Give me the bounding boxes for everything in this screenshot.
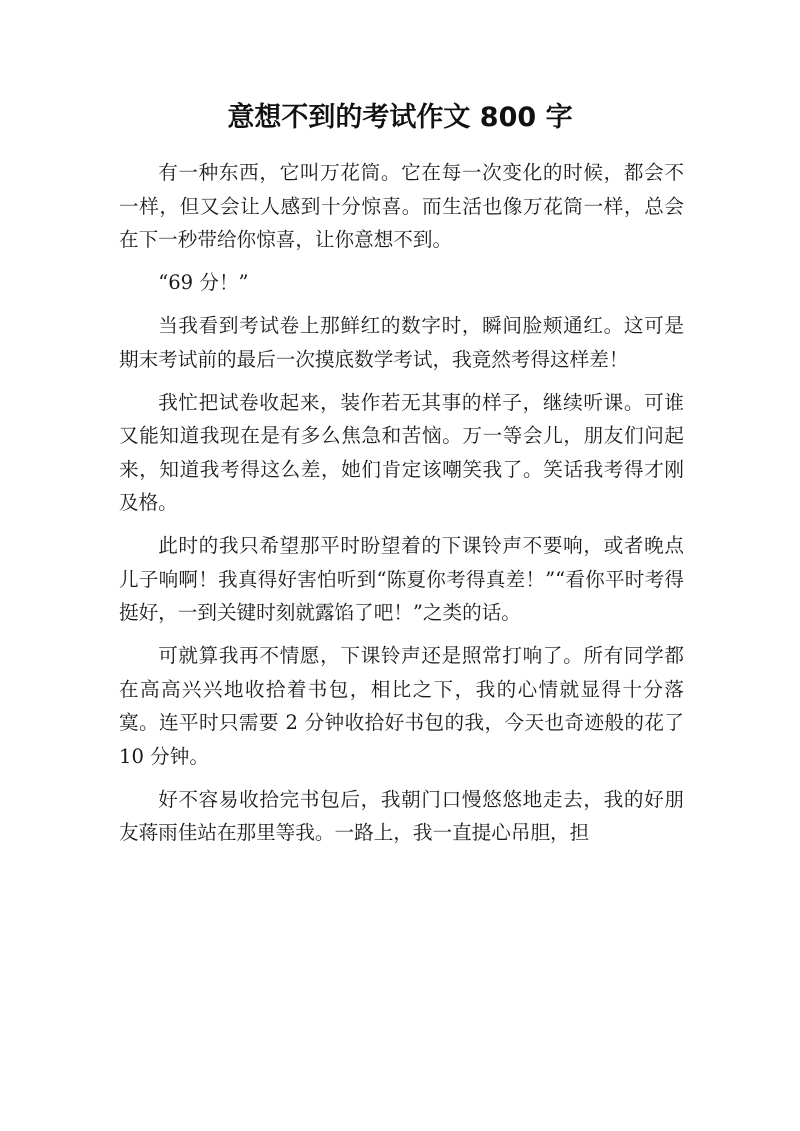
paragraph: 我忙把试卷收起来，装作若无其事的样子，继续听课。可谁又能知道我现在是有多么焦急和苦恼。万一等会儿，朋友们问起来，知道我考得这么差，她们肯定该嘲笑我了。笑话我考得才刚及格。 <box>119 390 684 514</box>
paragraph: 好不容易收拾完书包后，我朝门口慢悠悠地走去，我的好朋友蒋雨佳站在那里等我。一路上，我一直提心吊胆，担 <box>119 787 684 844</box>
paragraph: “69 分！” <box>158 271 249 294</box>
document-body <box>119 156 684 859</box>
paragraph: 此时的我只希望那平时盼望着的下课铃声不要响，或者晚点儿子响啊！我真得好害怕听到“陈夏你考得真差！”“看你平时考得挺好，一到关键时刻就露馅了吧！”之类的话。 <box>119 534 684 624</box>
paragraph: 当我看到考试卷上那鲜红的数字时，瞬间脸颊通红。这可是期末考试前的最后一次摸底数学考试，我竟然考得这样差！ <box>119 314 684 371</box>
paragraph: 有一种东西，它叫万花筒。它在每一次变化的时候，都会不一样，但又会让人感到十分惊喜。而生活也像万花筒一样，总会在下一秒带给你惊喜，让你意想不到。 <box>119 161 684 251</box>
paragraph: 可就算我再不情愿，下课铃声还是照常打响了。所有同学都在高高兴兴地收拾着书包，相比之下，我的心情就显得十分落寞。连平时只需要 2 分钟收拾好书包的我，今天也奇迹般的花了 10 分钟。 <box>119 644 684 768</box>
document-title: 意想不到的考试作文 800 字 <box>227 102 573 133</box>
